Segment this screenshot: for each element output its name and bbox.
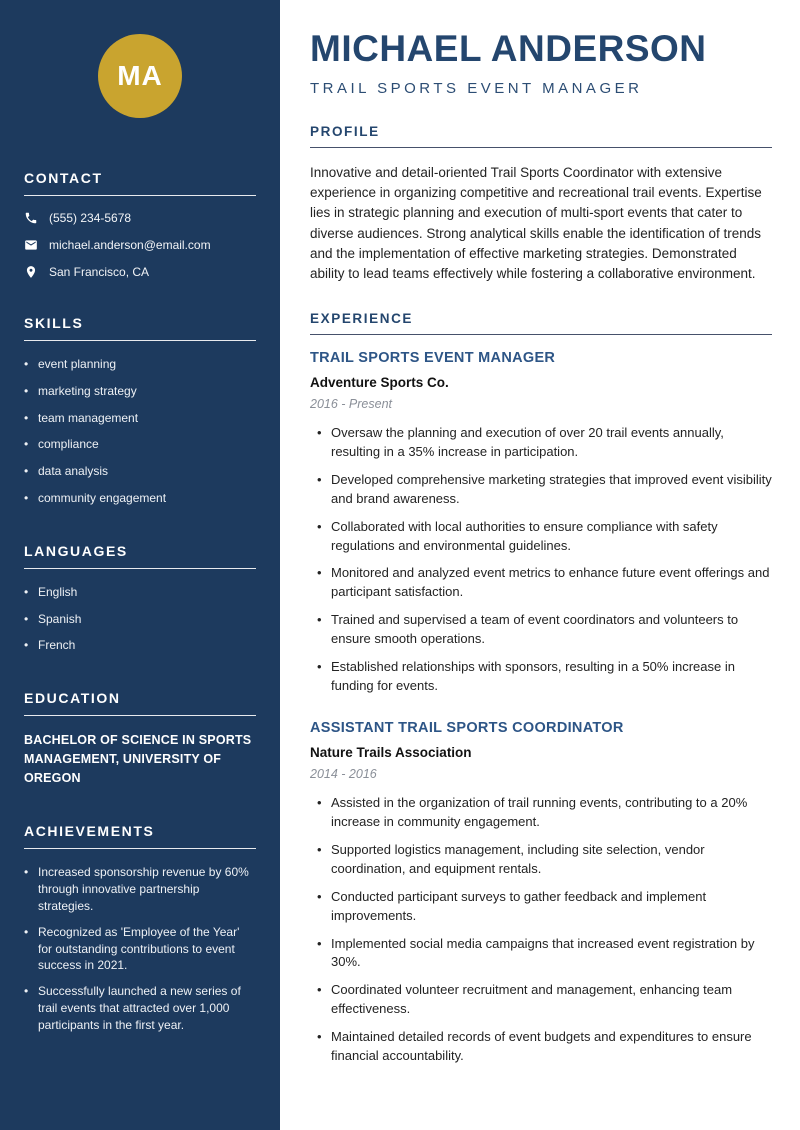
location-row bbox=[24, 265, 256, 279]
page-title: MICHAEL ANDERSON bbox=[310, 28, 707, 69]
job-title: TRAIL SPORTS EVENT MANAGER bbox=[310, 350, 556, 367]
job-bullet: • Coordinated volunteer recruitment and management, enhancing team effectiveness. bbox=[317, 981, 772, 1019]
profile-section bbox=[310, 124, 772, 285]
language-item: • French bbox=[24, 637, 256, 654]
headline-job-title: TRAIL SPORTS EVENT MANAGER bbox=[310, 79, 643, 97]
location-value: San Francisco, CA bbox=[49, 265, 150, 279]
job-bullet-list bbox=[310, 424, 772, 695]
job-bullet: • Trained and supervised a team of event coordinators and volunteers to ensure smooth operations. bbox=[317, 611, 772, 649]
languages-heading: LANGUAGES bbox=[24, 543, 256, 569]
email-icon bbox=[24, 238, 38, 252]
avatar bbox=[98, 34, 182, 118]
contact-heading: CONTACT bbox=[24, 170, 256, 196]
job-bullet: • Monitored and analyzed event metrics to enhance future event offerings and participant satisfaction. bbox=[317, 564, 772, 602]
skill-item: • marketing strategy bbox=[24, 383, 256, 400]
skills-list bbox=[24, 356, 256, 507]
phone-icon bbox=[24, 211, 38, 225]
skill-item: • event planning bbox=[24, 356, 256, 373]
job-bullet: • Supported logistics management, including site selection, vendor coordination, and equipment rentals. bbox=[317, 841, 772, 879]
education-heading: EDUCATION bbox=[24, 690, 256, 716]
sidebar bbox=[0, 0, 280, 1130]
experience-heading: EXPERIENCE bbox=[310, 311, 772, 335]
job-bullet: • Maintained detailed records of event budgets and expenditures to ensure financial accountability. bbox=[317, 1028, 772, 1066]
email-row bbox=[24, 238, 256, 252]
job-bullet: • Established relationships with sponsors, resulting in a 50% increase in funding for events. bbox=[317, 658, 772, 696]
job-company: Nature Trails Association bbox=[310, 745, 472, 761]
skill-item: • team management bbox=[24, 410, 256, 427]
experience-section bbox=[310, 311, 772, 1065]
achievements-heading: ACHIEVEMENTS bbox=[24, 823, 256, 849]
job-entry bbox=[310, 350, 772, 695]
job-dates: 2016 - Present bbox=[310, 397, 392, 412]
avatar-wrap bbox=[24, 34, 256, 118]
job-dates: 2014 - 2016 bbox=[310, 767, 377, 782]
resume-header bbox=[310, 30, 772, 97]
achievements-section bbox=[24, 823, 256, 1033]
language-item: • English bbox=[24, 584, 256, 601]
achievements-list bbox=[24, 864, 256, 1033]
job-company: Adventure Sports Co. bbox=[310, 375, 449, 391]
skills-heading: SKILLS bbox=[24, 315, 256, 341]
job-bullet: • Collaborated with local authorities to ensure compliance with safety regulations and environmental guidelines. bbox=[317, 518, 772, 556]
profile-heading: PROFILE bbox=[310, 124, 772, 148]
job-bullet: • Implemented social media campaigns that increased event registration by 30%. bbox=[317, 935, 772, 973]
profile-text: Innovative and detail-oriented Trail Sports Coordinator with extensive experience in organizing competitive and recreational trail events. Expertise lies in strategic planning and execution of multi-sport events that cater to diverse audiences. Strong analytical skills enable the identification of trends and the implementation of effective marketing strategies. Demonstrated ability to lead teams effectively while fostering a collaborative environment. bbox=[310, 164, 762, 282]
phone-row bbox=[24, 211, 256, 225]
location-pin-icon bbox=[24, 265, 38, 279]
email-value: michael.anderson@email.com bbox=[49, 238, 211, 252]
job-title: ASSISTANT TRAIL SPORTS COORDINATOR bbox=[310, 720, 624, 737]
achievement-item: • Increased sponsorship revenue by 60% through innovative partnership strategies. bbox=[24, 864, 256, 914]
education-degree: BACHELOR OF SCIENCE IN SPORTS MANAGEMENT, UNIVERSITY OF OREGON bbox=[24, 733, 252, 785]
languages-section bbox=[24, 543, 256, 654]
job-bullet: • Assisted in the organization of trail running events, contributing to a 20% increase in community engagement. bbox=[317, 794, 772, 832]
phone-value: (555) 234-5678 bbox=[49, 211, 132, 225]
job-entry bbox=[310, 720, 772, 1065]
language-item: • Spanish bbox=[24, 611, 256, 628]
job-bullet-list bbox=[310, 794, 772, 1065]
education-section bbox=[24, 690, 256, 787]
achievement-item: • Successfully launched a new series of trail events that attracted over 1,000 participants in the first year. bbox=[24, 983, 256, 1033]
contact-section bbox=[24, 170, 256, 279]
avatar-initials: MA bbox=[117, 60, 163, 91]
languages-list bbox=[24, 584, 256, 654]
skill-item: • data analysis bbox=[24, 463, 256, 480]
job-bullet: • Conducted participant surveys to gather feedback and implement improvements. bbox=[317, 888, 772, 926]
skills-section bbox=[24, 315, 256, 507]
skill-item: • community engagement bbox=[24, 490, 256, 507]
main-column bbox=[280, 0, 800, 1130]
skill-item: • compliance bbox=[24, 436, 256, 453]
job-bullet: • Developed comprehensive marketing strategies that improved event visibility and brand awareness. bbox=[317, 471, 772, 509]
achievement-item: • Recognized as 'Employee of the Year' for outstanding contributions to event success in 2021. bbox=[24, 924, 256, 974]
job-bullet: • Oversaw the planning and execution of over 20 trail events annually, resulting in a 35% increase in participation. bbox=[317, 424, 772, 462]
